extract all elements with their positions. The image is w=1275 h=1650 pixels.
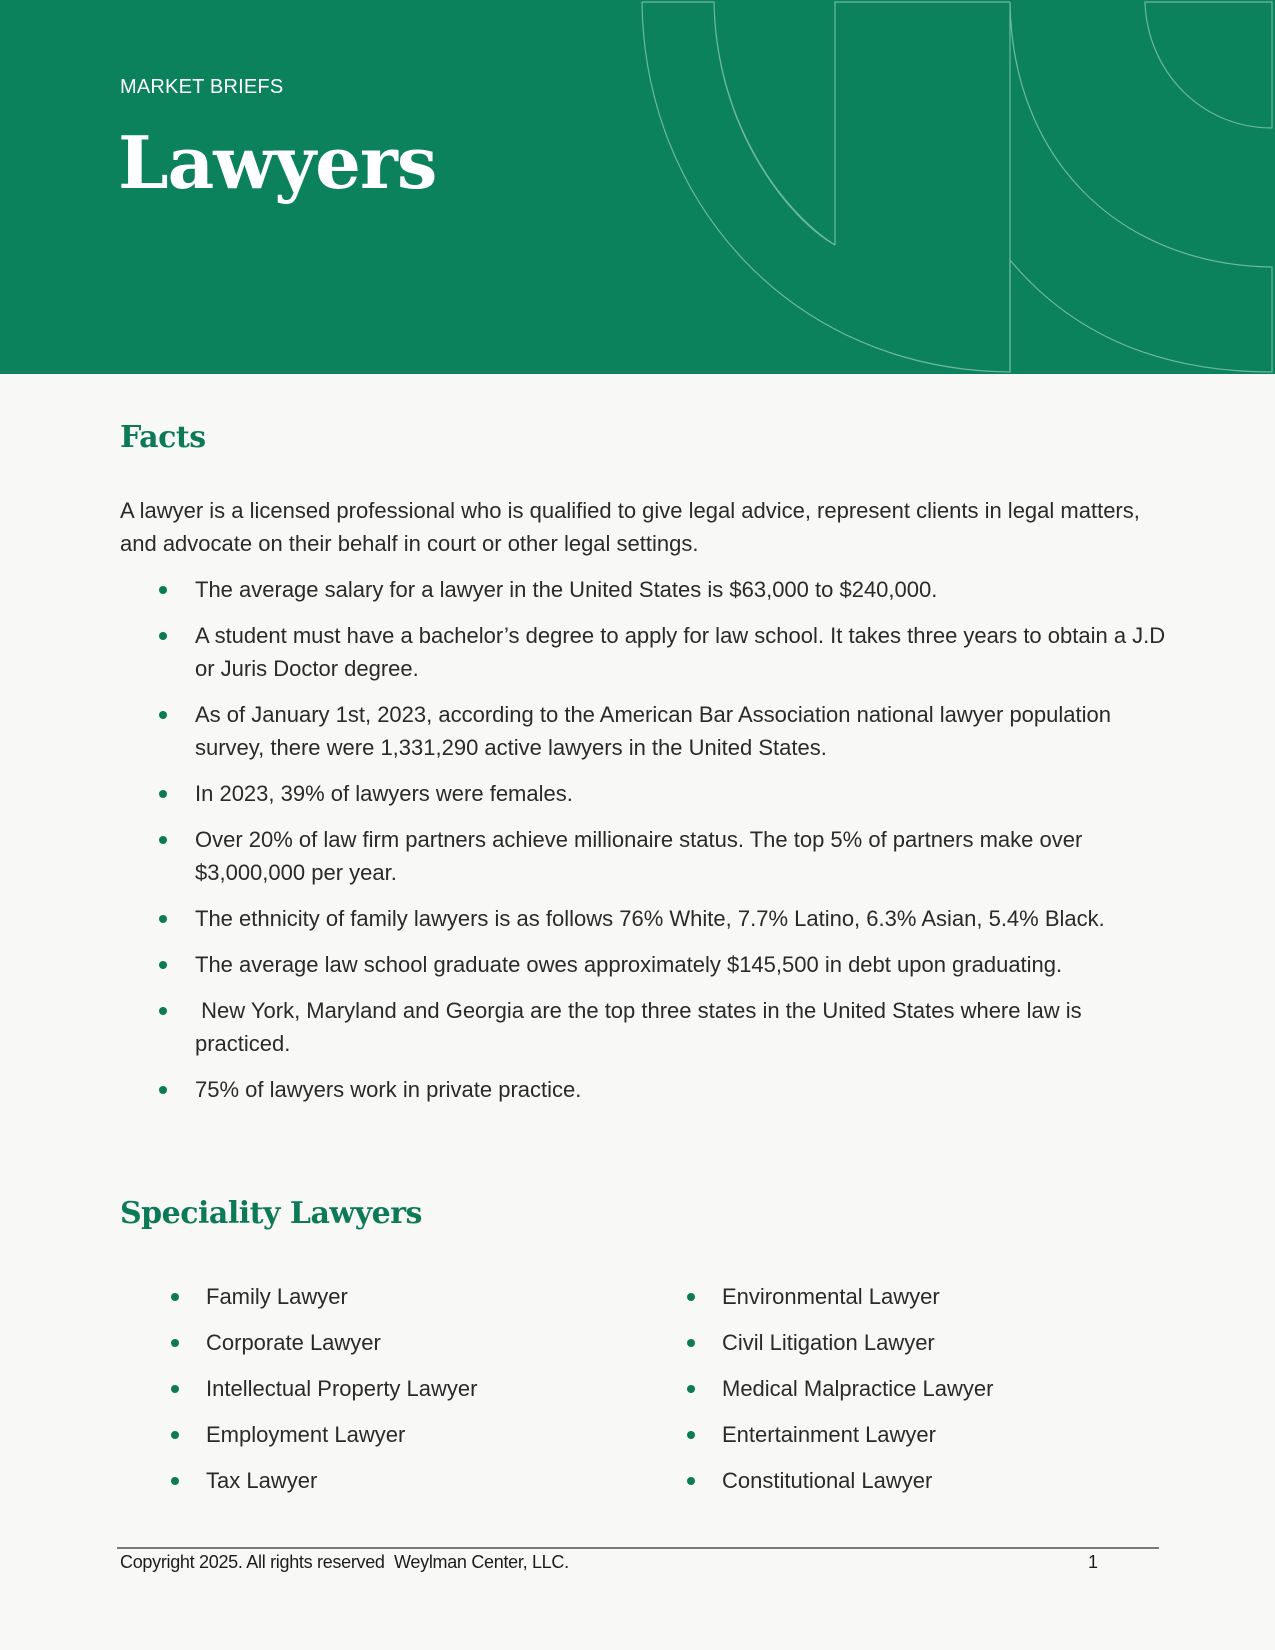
speciality-item [160, 1372, 640, 1405]
speciality-item [676, 1280, 1156, 1313]
fact-item [120, 994, 1170, 1060]
speciality-heading: Speciality Lawyers [120, 1196, 422, 1231]
fact-text: 75% of lawyers work in private practice. [195, 1077, 582, 1102]
bullet-icon [159, 836, 167, 844]
fact-item [120, 902, 1170, 935]
fact-text: Over 20% of law firm partners achieve millionaire status. The top 5% of partners make over $3,000,000 per year. [195, 827, 1083, 885]
fact-text: The ethnicity of family lawyers is as follows 76% White, 7.7% Latino, 6.3% Asian, 5.4% Black. [195, 906, 1105, 931]
fact-item [120, 1073, 1170, 1106]
speciality-text: Family Lawyer [206, 1284, 348, 1309]
speciality-item [676, 1372, 1156, 1405]
bullet-icon [687, 1293, 695, 1301]
speciality-item [676, 1418, 1156, 1451]
speciality-text: Entertainment Lawyer [722, 1422, 936, 1447]
arc-shape-left [642, 2, 1010, 372]
fact-text: A student must have a bachelor’s degree to apply for law school. It takes three years to obtain a J.D or Juris Doctor degree. [195, 623, 1166, 681]
speciality-item [160, 1464, 640, 1497]
fact-text: New York, Maryland and Georgia are the top three states in the United States where law is practiced. [195, 998, 1088, 1056]
fact-item [120, 698, 1170, 764]
bullet-icon [159, 711, 167, 719]
speciality-text: Medical Malpractice Lawyer [722, 1376, 994, 1401]
speciality-text: Corporate Lawyer [206, 1330, 381, 1355]
speciality-item [676, 1464, 1156, 1497]
speciality-text: Civil Litigation Lawyer [722, 1330, 935, 1355]
fact-item [120, 948, 1170, 981]
facts-heading: Facts [120, 420, 206, 455]
bullet-icon [687, 1339, 695, 1347]
bullet-icon [687, 1431, 695, 1439]
bullet-icon [687, 1385, 695, 1393]
speciality-item [160, 1280, 640, 1313]
fact-item [120, 573, 1170, 606]
bullet-icon [171, 1339, 179, 1347]
speciality-item [160, 1418, 640, 1451]
speciality-text: Intellectual Property Lawyer [206, 1376, 478, 1401]
bullet-icon [159, 961, 167, 969]
footer-divider [117, 1547, 1159, 1549]
speciality-item [160, 1326, 640, 1359]
bullet-icon [159, 1007, 167, 1015]
fact-item [120, 619, 1170, 685]
page-title: Lawyers [118, 120, 437, 205]
fact-text: As of January 1st, 2023, according to the American Bar Association national lawyer population survey, there were 1,331,290 active lawyers in the United States. [195, 702, 1111, 760]
fact-text: In 2023, 39% of lawyers were females. [195, 781, 573, 806]
speciality-text: Constitutional Lawyer [722, 1468, 933, 1493]
speciality-text: Environmental Lawyer [722, 1284, 940, 1309]
fact-item [120, 777, 1170, 810]
header-banner [0, 0, 1275, 374]
arc-shape-left-outline [835, 2, 1010, 245]
footer-copyright: Copyright 2025. All rights reserved Weylman Center, LLC. [120, 1552, 569, 1572]
bullet-icon [159, 790, 167, 798]
bullet-icon [159, 632, 167, 640]
speciality-list-left [160, 1280, 640, 1510]
bullet-icon [171, 1431, 179, 1439]
speciality-text: Employment Lawyer [206, 1422, 406, 1447]
bullet-icon [159, 1086, 167, 1094]
bullet-icon [171, 1477, 179, 1485]
speciality-item [676, 1326, 1156, 1359]
bullet-icon [159, 915, 167, 923]
fact-text: The average law school graduate owes approximately $145,500 in debt upon graduating. [195, 952, 1063, 977]
bullet-icon [171, 1385, 179, 1393]
arc-shape-middle [1010, 2, 1272, 372]
bullet-icon [159, 586, 167, 594]
speciality-text: Tax Lawyer [206, 1468, 318, 1493]
fact-text: The average salary for a lawyer in the United States is $63,000 to $240,000. [195, 577, 938, 602]
bullet-icon [171, 1293, 179, 1301]
speciality-list-right [676, 1280, 1156, 1510]
fact-item [120, 823, 1170, 889]
arc-shape-right [1145, 2, 1272, 128]
page-number: 1 [1088, 1552, 1099, 1572]
bullet-icon [687, 1477, 695, 1485]
kicker-label: MARKET BRIEFS [120, 76, 284, 98]
facts-intro: A lawyer is a licensed professional who is qualified to give legal advice, represent clients in legal matters, and advocate on their behalf in court or other legal settings. [120, 498, 1140, 556]
facts-list [120, 573, 1170, 1119]
